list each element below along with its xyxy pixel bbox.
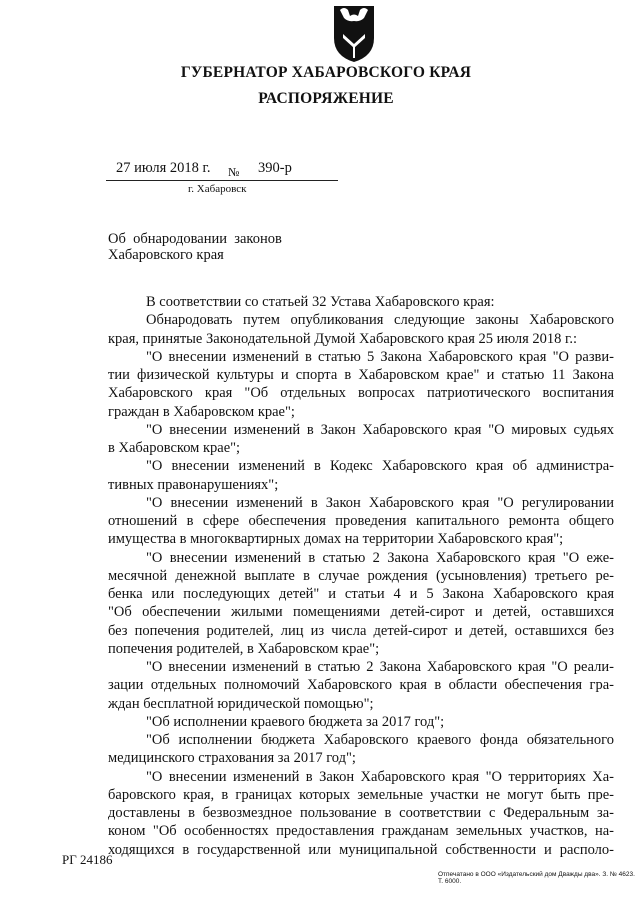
body-line: "Об обеспечении жилыми помещениями детей-сирот и детей, оставшихся [108, 604, 614, 621]
body-line: Хабаровского края "Об отдельных вопросах патриотического воспитания [108, 385, 614, 402]
subject-line: Хабаровского края [108, 247, 224, 263]
document-body [108, 293, 614, 859]
registration-number: РГ 24186 [62, 852, 113, 867]
body-line: ждан бесплатной юридической помощью"; [108, 695, 374, 712]
body-line: доставлены в безвозмездное пользование в соответствии с Федеральным за- [108, 805, 614, 821]
date-underline [106, 180, 338, 181]
body-line: в Хабаровском крае"; [108, 440, 241, 456]
body-line: месячной денежной выплате в случае рождения (усыновления) третьего ре- [108, 567, 614, 584]
body-line: "Об исполнении краевого бюджета за 2017 год"; [146, 713, 445, 730]
document-type: РАСПОРЯЖЕНИЕ [258, 90, 394, 107]
body-line: тивных правонарушениях"; [108, 476, 279, 493]
subject-line: Об обнародовании законов [108, 231, 282, 247]
body-line: тии физической культуры и спорта в Хабаровском крае" и статью 11 Закона [108, 367, 614, 383]
document-number: 390-р [258, 160, 292, 176]
body-line: бенка или последующих детей" и статьи 4 и 5 Закона Хабаровского края [108, 586, 614, 602]
body-line: "О внесении изменений в статью 2 Закона Хабаровского края "О реали- [146, 659, 614, 675]
body-line: "О внесении изменений в статью 5 Закона Хабаровского края "О разви- [146, 348, 614, 365]
body-line: В соответствии со статьей 32 Устава Хабаровского края: [146, 294, 495, 310]
document-date: 27 июля 2018 г. [116, 160, 211, 176]
body-line: "О внесении изменений в Закон Хабаровского края "О мировых судьях [146, 421, 614, 438]
body-line: граждан в Хабаровском крае"; [108, 403, 295, 420]
body-line: попечения родителей, в Хабаровском крае"; [108, 640, 380, 657]
number-sign: № [228, 165, 240, 179]
governor-title: ГУБЕРНАТОР ХАБАРОВСКОГО КРАЯ [180, 64, 472, 81]
body-line: "О внесении изменений в Закон Хабаровского края "О регулировании [146, 494, 614, 511]
body-line: ходящихся в государственной или муниципальной собственности и располо- [108, 841, 614, 858]
body-line: "О внесении изменений в Закон Хабаровского края "О территориях Ха- [146, 768, 614, 785]
body-line: "О внесении изменений в Кодекс Хабаровского края об администра- [146, 458, 614, 475]
body-line: без попечения родителей, лиц из числа детей-сирот и детей, оставшихся без [108, 622, 614, 639]
body-line: "О внесении изменений в статью 2 Закона Хабаровского края "О еже- [146, 549, 614, 566]
printer-note: Отпечатано в ООО «Издательский дом Дважды два». З. № 4623. Т. 6000. [438, 871, 635, 885]
body-line: отношений в сфере обеспечения проведения капитального ремонта общего [108, 513, 614, 529]
body-line: "Об исполнении бюджета Хабаровского краевого фонда обязательного [146, 732, 614, 748]
body-line: края, принятые Законодательной Думой Хабаровского края 25 июля 2018 г.: [108, 330, 577, 347]
coat-of-arms-icon [330, 4, 378, 64]
body-line: Обнародовать путем опубликования следующие законы Хабаровского [146, 312, 614, 329]
body-line: медицинского страхования за 2017 год"; [108, 750, 356, 767]
body-line: имущества в многоквартирных домах на территории Хабаровского края"; [108, 531, 564, 548]
city-label: г. Хабаровск [188, 183, 247, 195]
document-subject [108, 231, 282, 263]
body-line: зации отдельных полномочий Хабаровского края в области обеспечения гра- [108, 677, 614, 694]
body-line: баровского края, в границах которых земельные участки не могут быть пре- [108, 786, 614, 803]
body-line: коном "Об особенностях предоставления гражданам земельных участков, на- [108, 823, 614, 840]
